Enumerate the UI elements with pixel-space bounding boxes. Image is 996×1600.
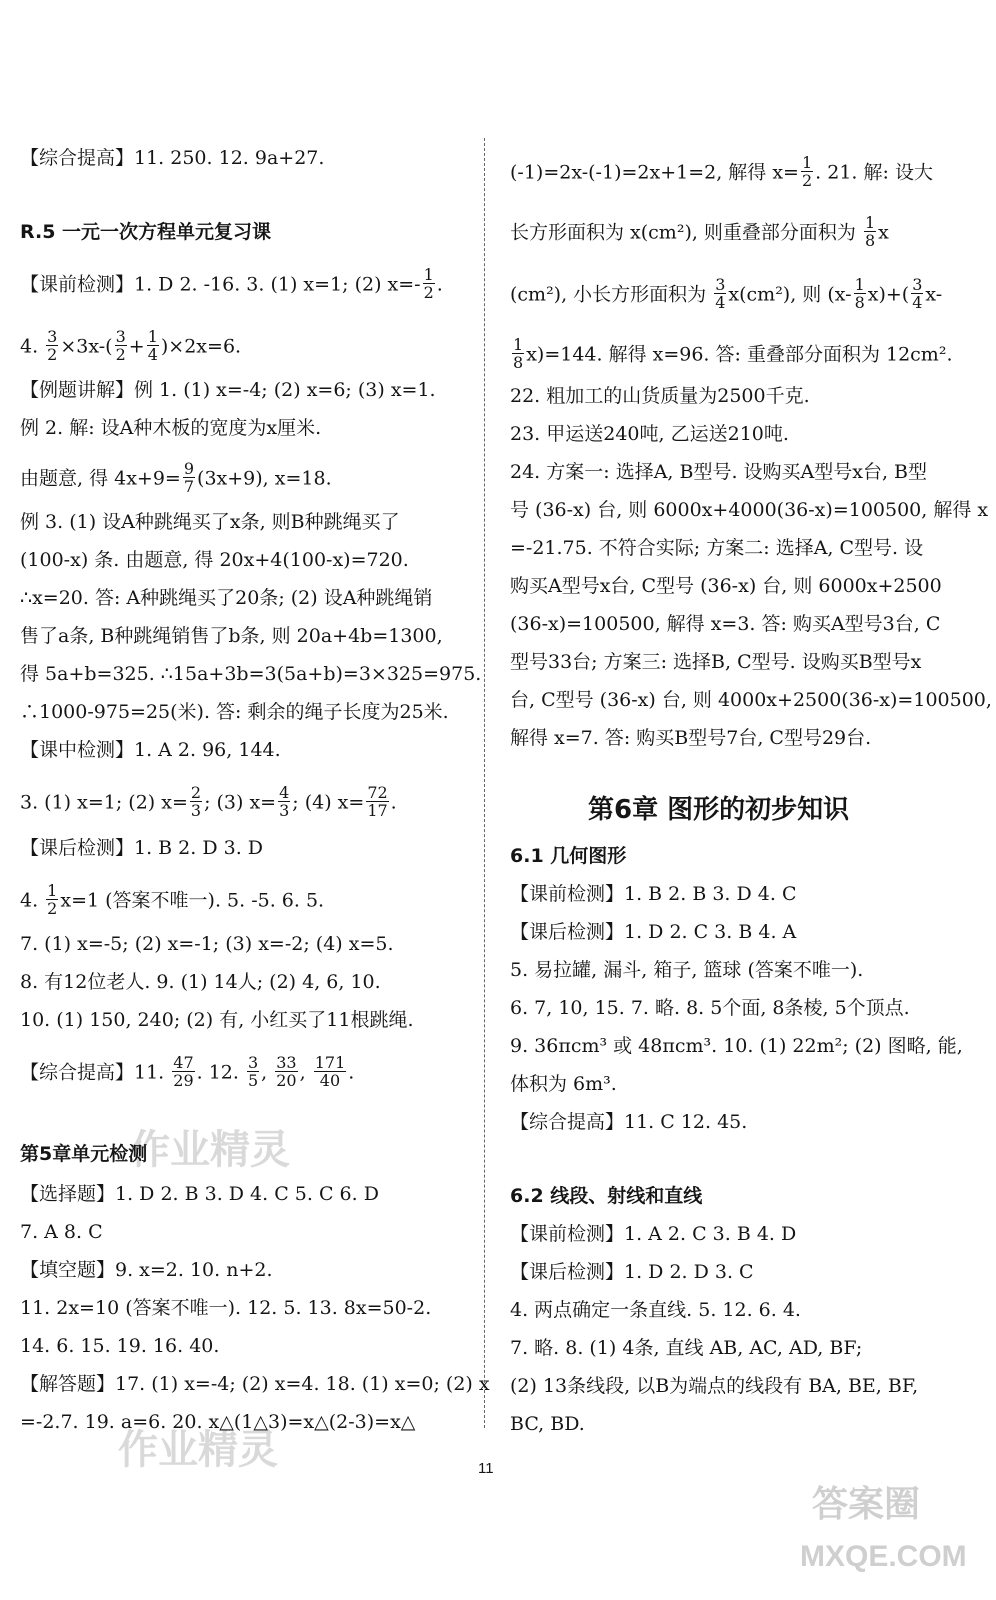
text-line: 【例题讲解】例 1. (1) x=-4; (2) x=6; (3) x=1. [20,379,436,401]
text-line: 7. (1) x=-5; (2) x=-1; (3) x=-2; (4) x=5. [20,933,394,955]
text-line: =-2.7. 19. a=6. 20. x△(1△3)=x△(2-3)=x△ [20,1411,416,1433]
watermark-url: MXQE.COM [800,1540,967,1573]
text-line: ∴1000-975=25(米). 答: 剩余的绳子长度为25米. [20,701,449,723]
text-line: 4. 两点确定一条直线. 5. 12. 6. 4. [510,1299,801,1321]
text-line: 24. 方案一: 选择A, B型号. 设购买A型号x台, B型 [510,461,928,483]
text-line: 【选择题】1. D 2. B 3. D 4. C 5. C 6. D [20,1183,379,1205]
text-line: 例 2. 解: 设A种木板的宽度为x厘米. [20,417,322,439]
text-line: 【综合提高】11. $\frac{47}{29}$ . 12. $\frac{3}{5}$ , $\frac{33}{20}$ , $\frac{171}{40}$ . [20,1053,355,1090]
text-line: 型号33台; 方案三: 选择B, C型号. 设购买B型号x [510,651,922,673]
text-line: 体积为 6m³. [510,1073,617,1095]
text-line: 4. $\frac{1}{2}$ x=1 (答案不唯一). 5. -5. 6. 5. [20,881,325,918]
text-line: 8. 有12位老人. 9. (1) 14人; (2) 4, 6, 10. [20,971,381,993]
text-line: 3. (1) x=1; (2) x= $\frac{2}{3}$ ; (3) x= $\frac{4}{3}$ ; (4) x= $\frac{72}{17}$ . [20,783,397,820]
text-line: =-21.75. 不符合实际; 方案二: 选择A, C型号. 设 [510,537,924,559]
text-line: 【填空题】9. x=2. 10. n+2. [20,1259,273,1281]
chapter-heading: 第6章 图形的初步知识 [588,795,850,825]
text-line: 【课后检测】1. B 2. D 3. D [20,837,264,859]
text-line: (-1)=2x-(-1)=2x+1=2, 解得 x= $\frac{1}{2}$ . 21. 解: 设大 [510,153,933,190]
text-line: 4. $\frac{3}{2}$ ×3x-( $\frac{3}{2}$ + $\frac{1}{4}$ )×2x=6. [20,327,242,364]
text-line: (100-x) 条. 由题意, 得 20x+4(100-x)=720. [20,549,409,571]
column-divider [484,138,485,1428]
text-line: 长方形面积为 x(cm²), 则重叠部分面积为 $\frac{1}{8}$ x [510,213,889,250]
text-line: 【课前检测】1. B 2. B 3. D 4. C [510,883,797,905]
text-line: $\frac{1}{8}$ x)=144. 解得 x=96. 答: 重叠部分面积为 12cm². [513,335,953,372]
text-line: 由题意, 得 4x+9= $\frac{9}{7}$ (3x+9), x=18. [20,459,332,496]
text-line: (2) 13条线段, 以B为端点的线段有 BA, BE, BF, [510,1375,919,1397]
text-line: 例 3. (1) 设A种跳绳买了x条, 则B种跳绳买了 [20,511,400,533]
text-line: 【课后检测】1. D 2. D 3. C [510,1261,754,1283]
text-line: 9. 36πcm³ 或 48πcm³. 10. (1) 22m²; (2) 图略, 能, [510,1035,963,1057]
section-heading: R.5 一元一次方程单元复习课 [20,221,272,243]
text-line: 23. 甲运送240吨, 乙运送210吨. [510,423,789,445]
text-line: 【综合提高】11. 250. 12. 9a+27. [20,147,325,169]
text-line: 【课前检测】1. A 2. C 3. B 4. D [510,1223,797,1245]
text-line: 6. 7, 10, 15. 7. 略. 8. 5个面, 8条棱, 5个顶点. [510,997,910,1019]
section-heading: 第5章单元检测 [20,1143,148,1165]
text-line: 11. 2x=10 (答案不唯一). 12. 5. 13. 8x=50-2. [20,1297,432,1319]
text-line: ∴x=20. 答: A种跳绳买了20条; (2) 设A种跳绳销 [20,587,433,609]
text-line: (cm²), 小长方形面积为 $\frac{3}{4}$ x(cm²), 则 (x- $\frac{1}{8}$ x)+( $\frac{3}{4}$ x- [510,275,943,312]
page-number: 11 [478,1460,494,1477]
text-line: 【解答题】17. (1) x=-4; (2) x=4. 18. (1) x=0; (2) x [20,1373,490,1395]
text-line: 14. 6. 15. 19. 16. 40. [20,1335,220,1357]
text-line: 台, C型号 (36-x) 台, 则 4000x+2500(36-x)=100500, [510,689,992,711]
text-line: 购买A型号x台, C型号 (36-x) 台, 则 6000x+2500 [510,575,942,597]
section-heading: 6.1 几何图形 [510,845,627,867]
section-heading: 6.2 线段、射线和直线 [510,1185,703,1207]
text-line: (36-x)=100500, 解得 x=3. 答: 购买A型号3台, C [510,613,941,635]
watermark-text: 作业精灵 [118,1428,278,1472]
watermark-logo: 答案圈 [812,1483,921,1524]
text-line: 售了a条, B种跳绳销售了b条, 则 20a+4b=1300, [20,625,443,647]
text-line: BC, BD. [510,1413,585,1435]
text-line: 号 (36-x) 台, 则 6000x+4000(36-x)=100500, 解得 x [510,499,989,521]
text-line: 5. 易拉罐, 漏斗, 箱子, 篮球 (答案不唯一). [510,959,864,981]
text-line: 【课后检测】1. D 2. C 3. B 4. A [510,921,797,943]
text-line: 7. A 8. C [20,1221,103,1243]
text-line: 解得 x=7. 答: 购买B型号7台, C型号29台. [510,727,872,749]
text-line: 10. (1) 150, 240; (2) 有, 小红买了11根跳绳. [20,1009,414,1031]
text-line: 【课中检测】1. A 2. 96, 144. [20,739,281,761]
text-line: 7. 略. 8. (1) 4条, 直线 AB, AC, AD, BF; [510,1337,863,1359]
fraction: $\frac{1}{2}$ [423,265,434,302]
text-line: 22. 粗加工的山货质量为2500千克. [510,385,810,407]
watermark-text: 作业精灵 [130,1128,290,1172]
text-line: 【综合提高】11. C 12. 45. [510,1111,748,1133]
text-line: 得 5a+b=325. ∴15a+3b=3(5a+b)=3×325=975. [20,663,482,685]
text-line: 【课前检测】1. D 2. -16. 3. (1) x=1; (2) x=- $\frac{1}{2}$ . [20,265,443,302]
